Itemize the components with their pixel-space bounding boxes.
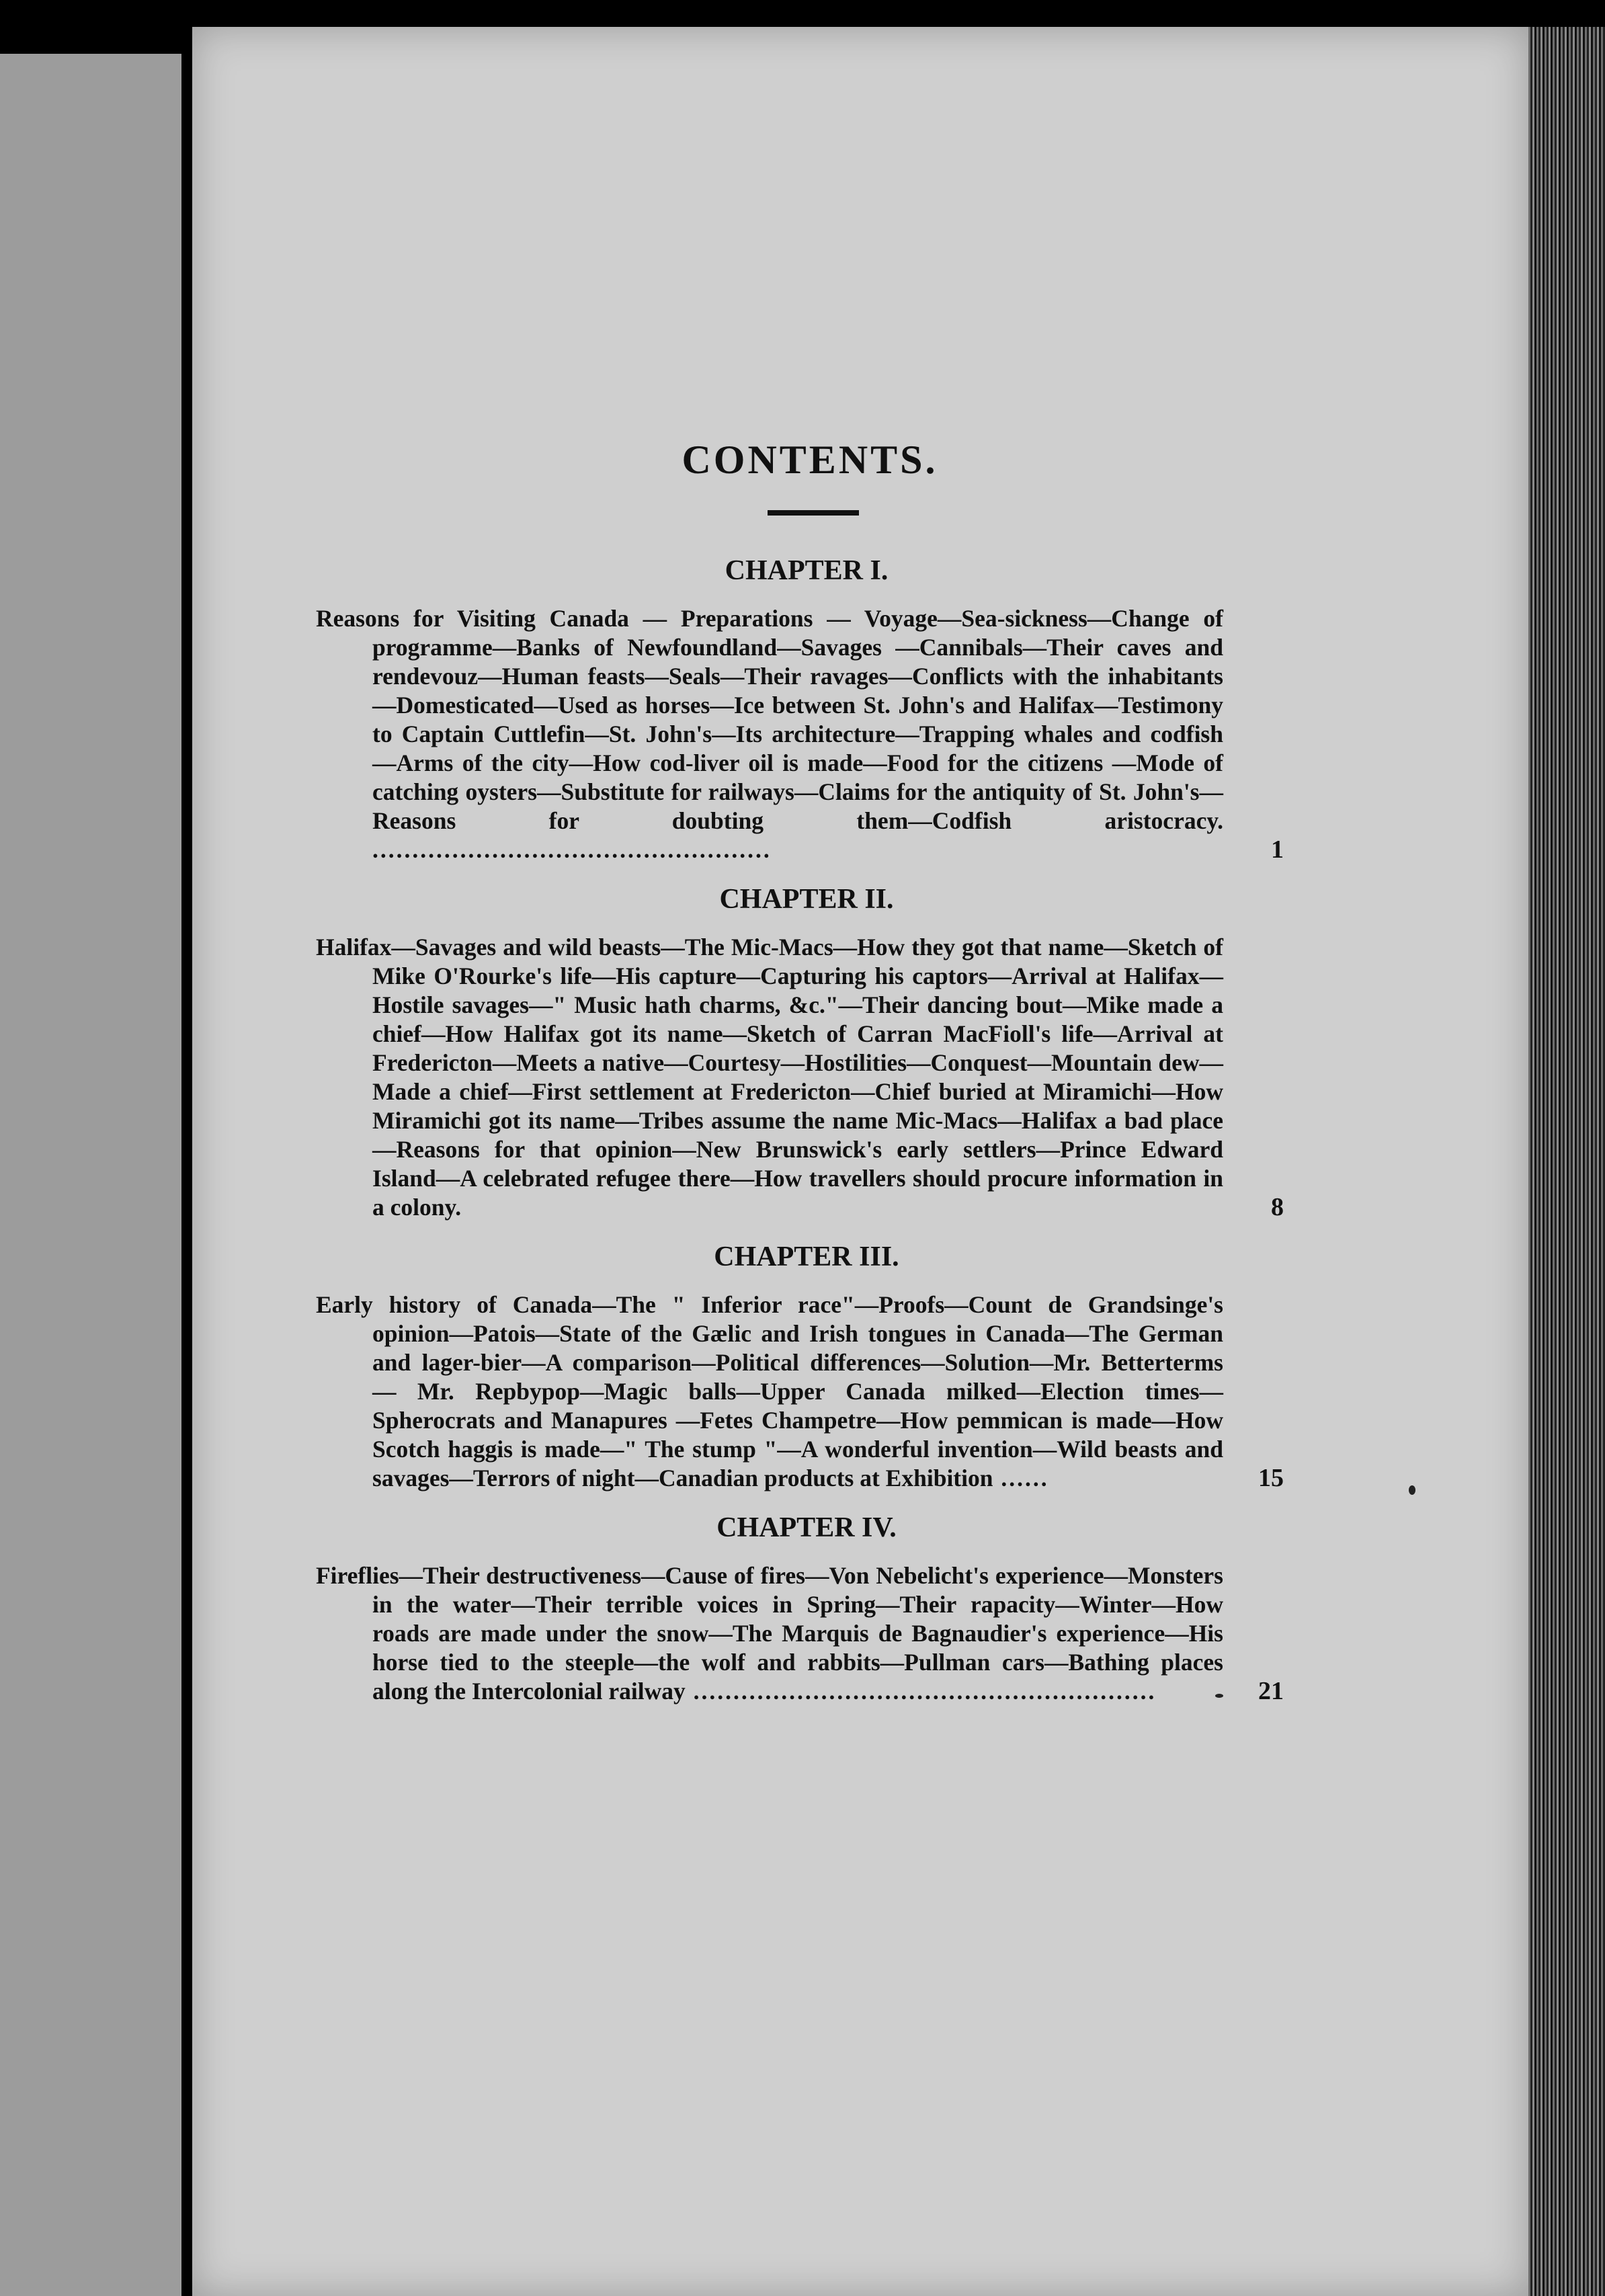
page-number: 8	[1271, 1193, 1284, 1221]
chapter-heading: CHAPTER IV.	[716, 1512, 897, 1543]
chapter-summary-entry	[316, 604, 1284, 864]
page-number: 15	[1258, 1464, 1284, 1492]
title-rule	[768, 510, 859, 516]
chapter-entry-2	[316, 883, 1284, 1222]
chapter-summary	[316, 604, 1223, 864]
chapter-heading: CHAPTER I.	[725, 555, 889, 586]
page-stack-edges	[1528, 27, 1605, 2296]
dot-leader: ..........................................................	[685, 1678, 1157, 1705]
chapter-entry-4	[316, 1512, 1284, 1706]
chapter-entry-1	[316, 555, 1284, 864]
facing-page-edge	[0, 54, 181, 2296]
chapter-heading: CHAPTER II.	[719, 884, 894, 915]
ink-speck	[1215, 1694, 1223, 1698]
page-number: 21	[1258, 1677, 1284, 1705]
ink-speck	[1409, 1485, 1415, 1495]
table-of-contents	[316, 437, 1284, 1725]
dot-leader: ..................................................	[372, 836, 772, 863]
chapter-summary	[316, 1290, 1223, 1493]
summary-text: Reasons for Visiting Canada — Preparations — Voyage—Sea-sickness—Change of programme—Banks of Newfoundland—Savages —Cannibals—Their caves and rendevouz—Human feasts—Seals—Their ravages—Conflicts with the inhabitants—Domesticated—Used as horses—Ice between St. John's and Halifax—Testimony to Captain Cuttlefin—St. John's—Its architecture—Trapping whales and codfish —Arms of the city—How cod-liver oil is made—Food for the citizens —Mode of catching oysters—Substitute for railways—Claims for the antiquity of St. John's—Reasons for doubting them—Codfish aristocracy.	[316, 605, 1223, 834]
contents-title: CONTENTS.	[682, 438, 938, 482]
chapter-summary-entry	[316, 1561, 1284, 1706]
summary-text: Early history of Canada—The " Inferior race"—Proofs—Count de Grandsinge's opinion—Patois—State of the Gælic and Irish tongues in Canada—The German and lager-bier—A comparison—Political differences—Solution—Mr. Betterterms — Mr. Repbypop—Magic balls—Upper Canada milked—Election times—Spherocrats and Manapures —Fetes Champetre—How pemmican is made—How Scotch haggis is made—" The stump "—A wonderful invention—Wild beasts and savages—Terrors of night—Canadian products at Exhibition	[316, 1291, 1223, 1491]
chapter-summary	[316, 1561, 1223, 1706]
summary-text: Halifax—Savages and wild beasts—The Mic-Macs—How they got that name—Sketch of Mike O'Rourke's life—His capture—Capturing his captors—Arrival at Halifax—Hostile savages—" Music hath charms, &c."—Their dancing bout—Mike made a chief—How Halifax got its name—Sketch of Carran MacFioll's life—Arrival at Fredericton—Meets a native—Courtesy—Hostilities—Conquest—Mountain dew—Made a chief—First settlement at Fredericton—Chief buried at Miramichi—How Miramichi got its name—Tribes assume the name Mic-Macs—Halifax a bad place—Reasons for that opinion—New Brunswick's early settlers—Prince Edward Island—A celebrated refugee there—How travellers should procure information in a colony.	[316, 934, 1223, 1221]
summary-text: Fireflies—Their destructiveness—Cause of fires—Von Nebelicht's experience—Monsters in the water—Their terrible voices in Spring—Their rapacity—Winter—How roads are made under the snow—The Marquis de Bagnaudier's experience—His horse tied to the steeple—the wolf and rabbits—Pullman cars—Bathing places along the Intercolonial railway	[316, 1562, 1223, 1705]
chapter-summary-entry	[316, 933, 1284, 1222]
chapter-summary-entry	[316, 1290, 1284, 1493]
page-number: 1	[1271, 835, 1284, 864]
dot-leader: ......	[993, 1465, 1049, 1491]
chapter-entry-3	[316, 1241, 1284, 1493]
chapter-summary	[316, 933, 1223, 1222]
chapter-heading: CHAPTER III.	[714, 1241, 899, 1272]
